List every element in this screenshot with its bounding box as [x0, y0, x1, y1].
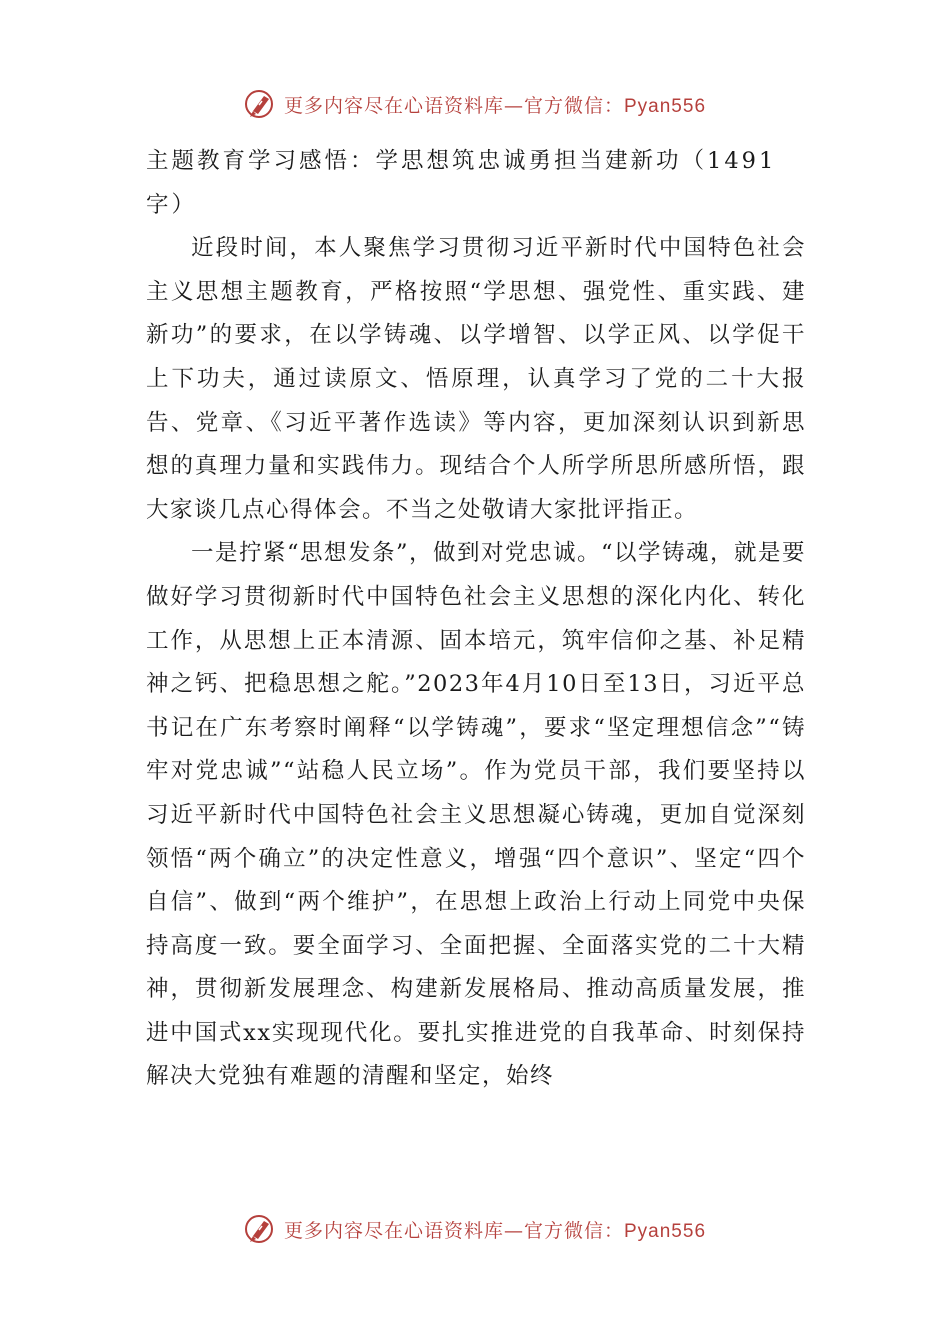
pen-nib-circle-icon [244, 1212, 278, 1246]
document-title: 主题教育学习感悟：学思想筑忠诚勇担当建新功（1491字） [146, 148, 777, 218]
pen-nib-circle-icon [244, 87, 278, 121]
watermark-banner-bottom [0, 1209, 950, 1249]
watermark-text: 更多内容尽在心语资料库—官方微信： [283, 1219, 624, 1242]
watermark-wechat-id: Pyan556 [624, 1220, 707, 1242]
watermark-wechat-id: Pyan556 [624, 95, 707, 117]
document-body [146, 140, 806, 1099]
paragraph-intro: 近段时间，本人聚焦学习贯彻习近平新时代中国特色社会主义思想主题教育，严格按照“学思想、强党性、重实践、建新功”的要求，在以学铸魂、以学增智、以学正风、以学促干上下功夫，通过读原文、悟原理，认真学习了党的二十大报告、党章、《习近平著作选读》等内容，更加深刻认识到新思想的真理力量和实践伟力。现结合个人所学所思所感所悟，跟大家谈几点心得体会。不当之处敬请大家批评指正。 [146, 235, 806, 523]
watermark-banner-top [0, 84, 950, 124]
watermark-text: 更多内容尽在心语资料库—官方微信： [283, 94, 624, 117]
paragraph-point-one: 一是拧紧“思想发条”，做到对党忠诚。“以学铸魂，就是要做好学习贯彻新时代中国特色社会主义思想的深化内化、转化工作，从思想上正本清源、固本培元，筑牢信仰之基、补足精神之钙、把稳思想之舵。”2023年4月10日至13日，习近平总书记在广东考察时阐释“以学铸魂”，要求“坚定理想信念”“铸牢对党忠诚”“站稳人民立场”。作为党员干部，我们要坚持以习近平新时代中国特色社会主义思想凝心铸魂，更加自觉深刻领悟“两个确立”的决定性意义，增强“四个意识”、坚定“四个自信”、做到“两个维护”，在思想上政治上行动上同党中央保持高度一致。要全面学习、全面把握、全面落实党的二十大精神，贯彻新发展理念、构建新发展格局、推动高质量发展，推进中国式xx实现现代化。要扎实推进党的自我革命、时刻保持解决大党独有难题的清醒和坚定，始终 [146, 540, 807, 1090]
